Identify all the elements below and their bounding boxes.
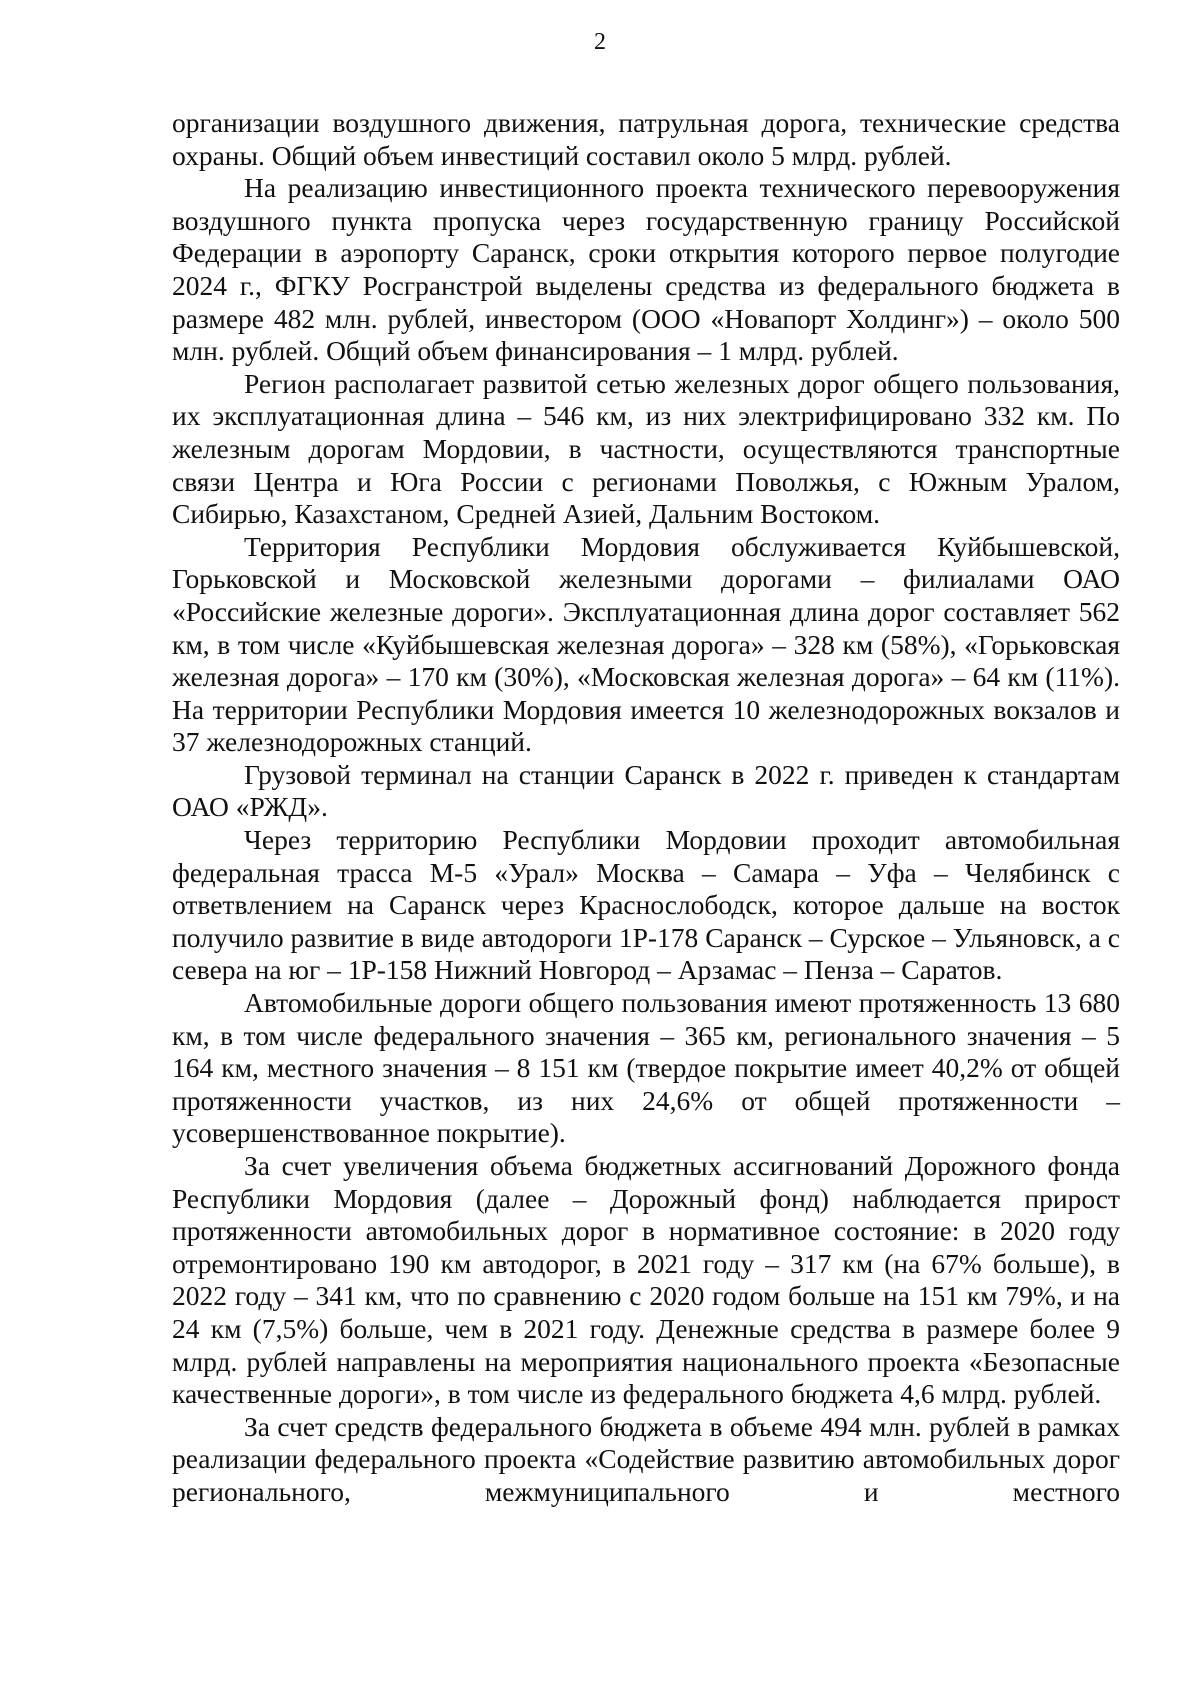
paragraph-7: Автомобильные дороги общего пользования имеют протяженность 13 680 км, в том числе федерального значения – 365 км, регионального значения – 5 164 км, местного значения – 8 151 км (твердое покрытие имеет 40,2% от общей протяженности участков, из них 24,6% от общей протяженности – усовершенствованное покрытие). — [172, 987, 1120, 1149]
paragraph-2: На реализацию инвестиционного проекта технического перевооружения воздушного пункта пропуска через государственную границу Российской Федерации в аэропорту Саранск, сроки открытия которого первое полугодие 2024 г., ФГКУ Росгранстрой выделены средства из федерального бюджета в размере 482 млн. рублей, инвестором (ООО «Новапорт Холдинг») – около 500 млн. рублей. Общий объем финансирования – 1 млрд. рублей. — [172, 172, 1120, 367]
paragraph-6: Через территорию Республики Мордовии проходит автомобильная федеральная трасса М-5 «Урал» Москва – Самара – Уфа – Челябинск с ответвлением на Саранск через Краснослободск, которое дальше на восток получило развитие в виде автодороги 1Р-178 Саранск – Сурское – Ульяновск, а с севера на юг – 1Р-158 Нижний Новгород – Арзамас – Пенза – Саратов. — [172, 824, 1120, 986]
paragraph-3: Регион располагает развитой сетью железных дорог общего пользования, их эксплуатационная длина – 546 км, из них электрифицировано 332 км. По железным дорогам Мордовии, в частности, осуществляются транспортные связи Центра и Юга России с регионами Поволжья, с Южным Уралом, Сибирью, Казахстаном, Средней Азией, Дальним Востоком. — [172, 367, 1120, 530]
paragraph-1: организации воздушного движения, патрульная дорога, технические средства охраны. Общий объем инвестиций составил около 5 млрд. рублей. — [172, 107, 1120, 171]
paragraph-9: За счет средств федерального бюджета в объеме 494 млн. рублей в рамках реализации федерального проекта «Содействие развитию автомобильных дорог регионального, межмуниципального и местного — [172, 1410, 1120, 1507]
paragraph-5: Грузовой терминал на станции Саранск в 2022 г. приведен к стандартам ОАО «РЖД». — [172, 758, 1120, 823]
paragraph-4: Территория Республики Мордовия обслуживается Куйбышевской, Горьковской и Московской железными дорогами – филиалами ОАО «Российские железные дороги». Эксплуатационная длина дорог составляет 562 км, в том числе «Куйбышевская железная дорога» – 328 км (58%), «Горьковская железная дорога» – 170 км (30%), «Московская железная дорога» – 64 км (11%). На территории Республики Мордовия имеется 10 железнодорожных вокзалов и 37 железнодорожных станций. — [172, 530, 1120, 758]
document-body — [172, 107, 1120, 1509]
page-number: 2 — [594, 29, 606, 55]
paragraph-8: За счет увеличения объема бюджетных ассигнований Дорожного фонда Республики Мордовия (далее – Дорожный фонд) наблюдается прирост протяженности автомобильных дорог в нормативное состояние: в 2020 году отремонтировано 190 км автодорог, в 2021 году – 317 км (на 67% больше), в 2022 году – 341 км, что по сравнению с 2020 годом больше на 151 км 79%, и на 24 км (7,5%) больше, чем в 2021 году. Денежные средства в размере более 9 млрд. рублей направлены на мероприятия национального проекта «Безопасные качественные дороги», в том числе из федерального бюджета 4,6 млрд. рублей. — [172, 1150, 1120, 1410]
